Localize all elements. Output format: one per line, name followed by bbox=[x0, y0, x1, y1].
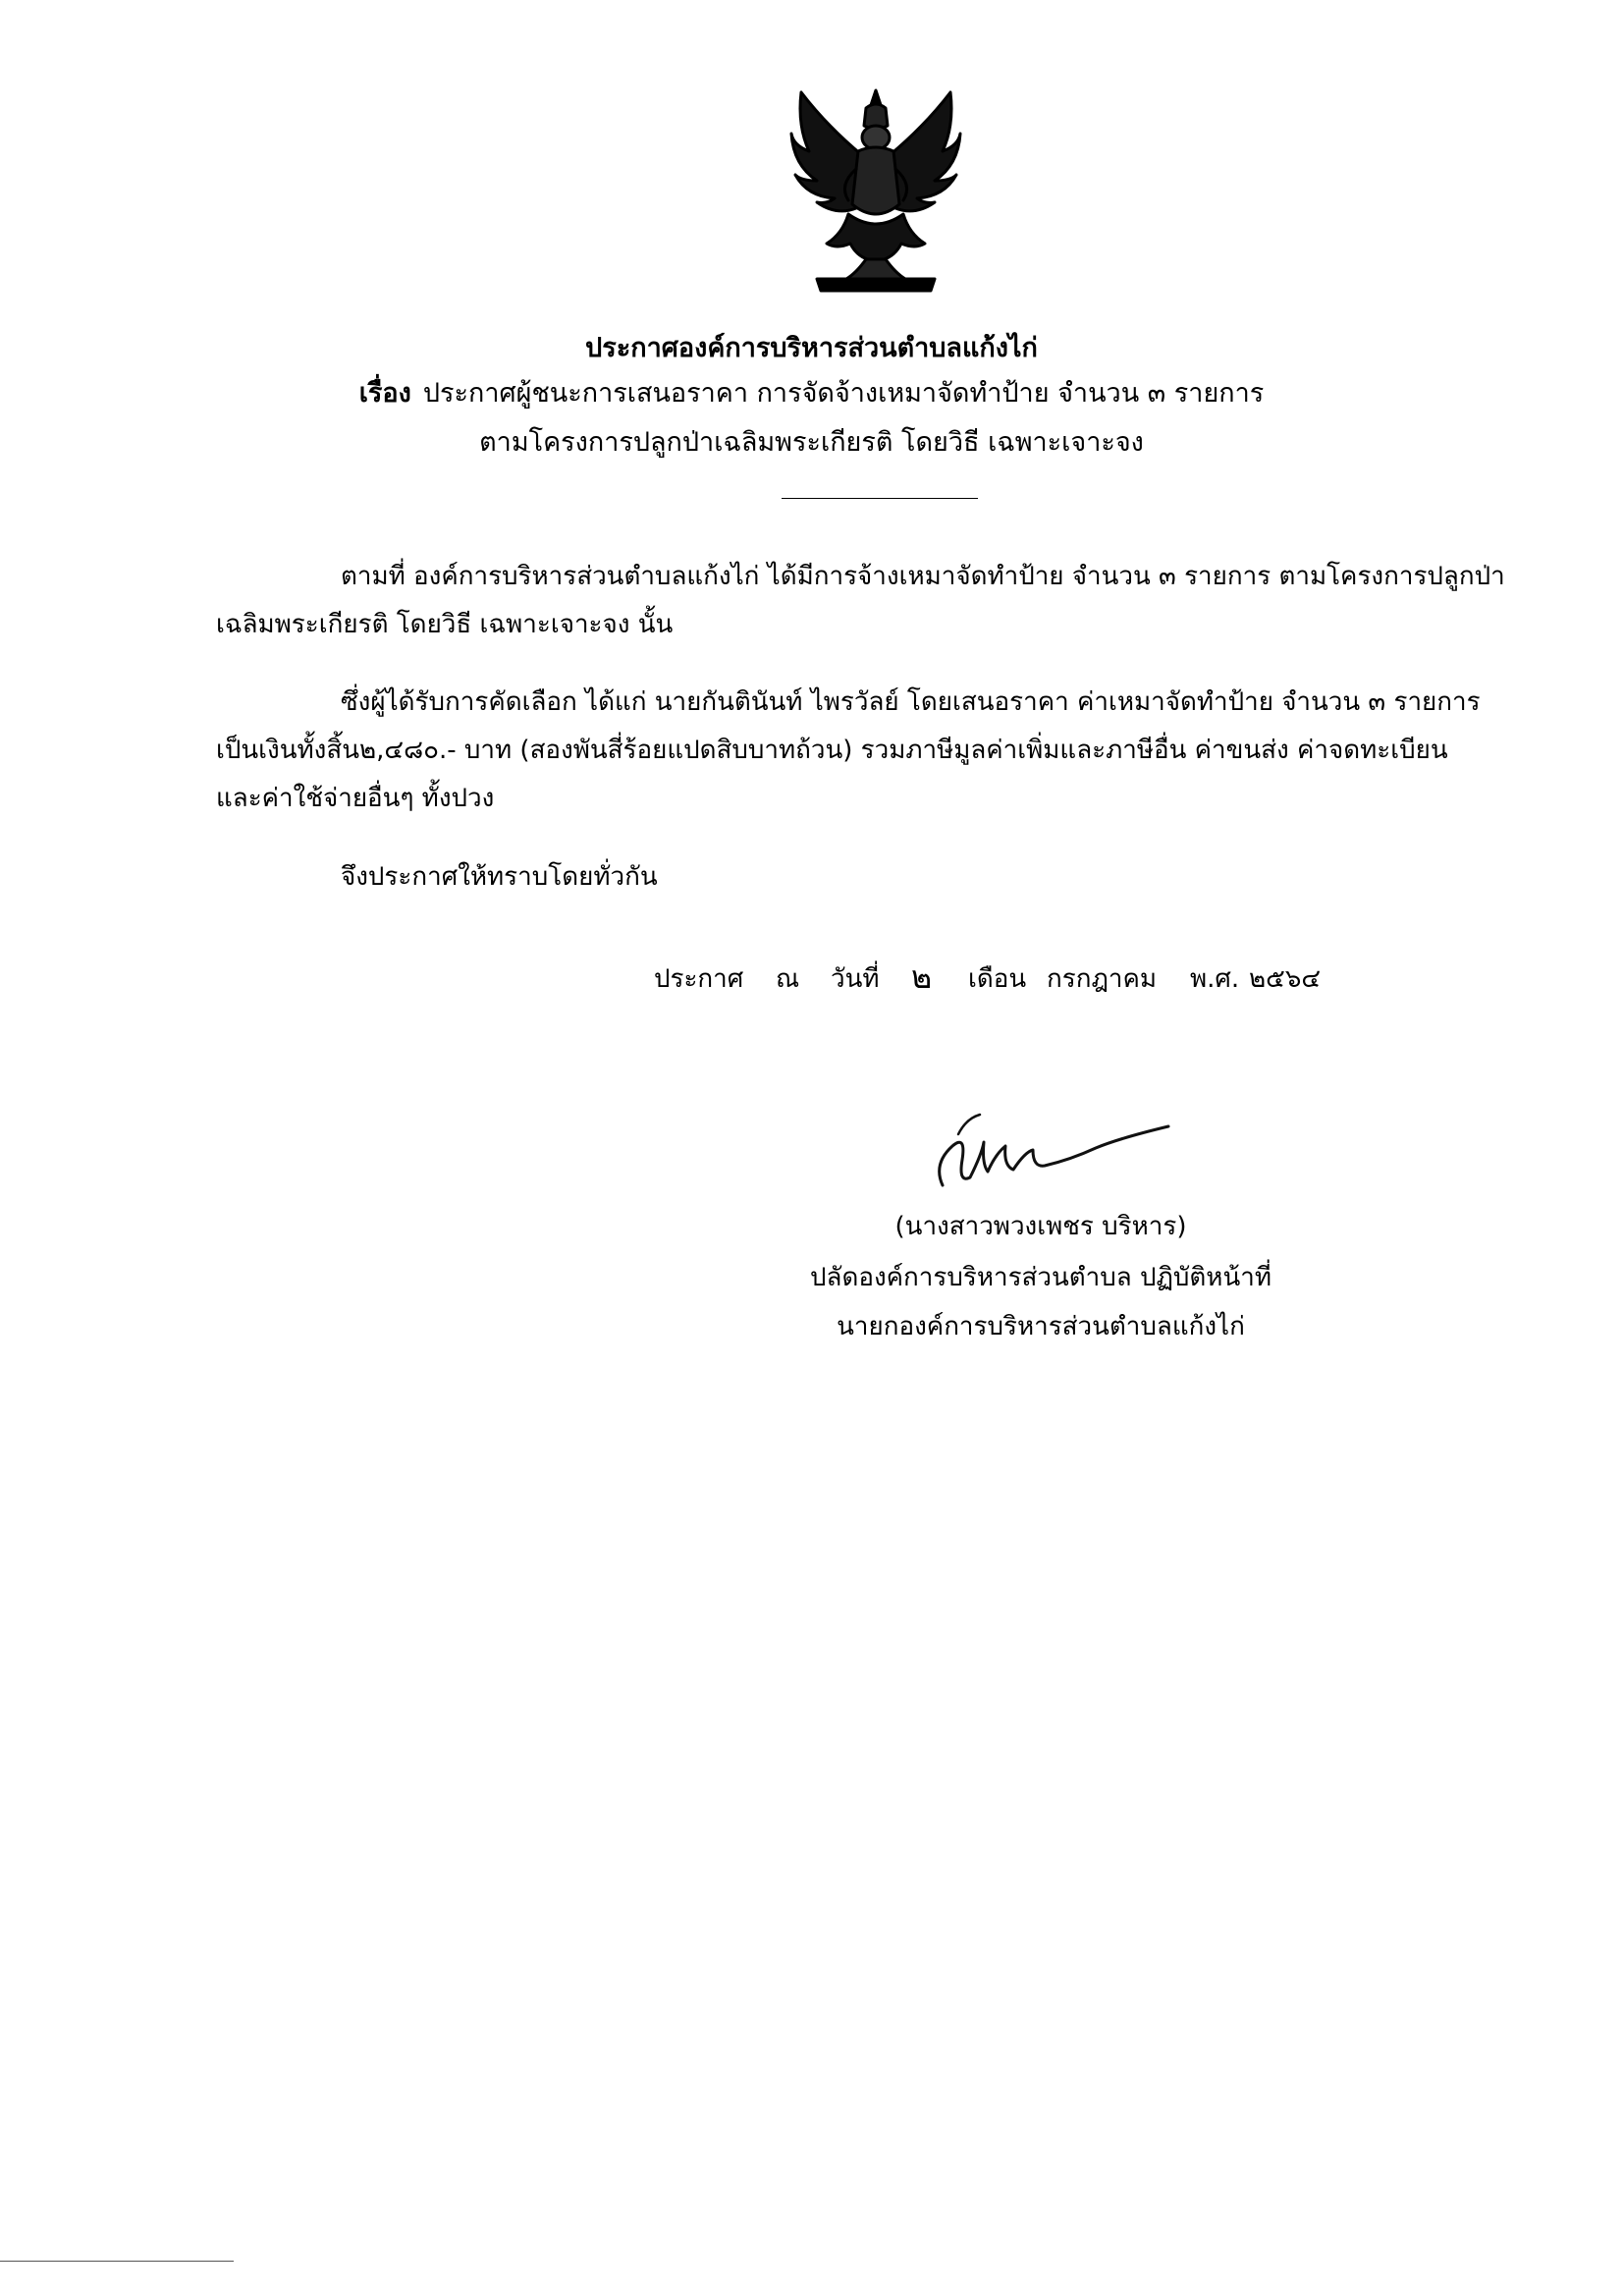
paragraph-1-line-1: ตามที่ องค์การบริหารส่วนตำบลแก้งไก่ ได้มีการจ้างเหมาจัดทำป้าย จำนวน ๓ รายการ ตามโครงการปลูกป่า bbox=[341, 562, 1505, 591]
date-year-value: ๒๕๖๔ bbox=[1249, 964, 1321, 994]
date-month-value: กรกฎาคม bbox=[1047, 964, 1158, 994]
header-separator bbox=[782, 498, 978, 499]
date-day-value: ๒ bbox=[911, 958, 933, 996]
date-month-label: เดือน bbox=[968, 964, 1027, 994]
subject-line bbox=[0, 371, 1623, 413]
date-year-label: พ.ศ. bbox=[1190, 964, 1240, 994]
paragraph-2-line-3: และค่าใช้จ่ายอื่นๆ ทั้งปวง bbox=[216, 784, 495, 813]
signatory-position-2: นายกองค์การบริหารส่วนตำบลแก้งไก่ bbox=[837, 1312, 1245, 1341]
signatory-position-1: ปลัดองค์การบริหารส่วนตำบล ปฏิบัติหน้าที่ bbox=[810, 1263, 1271, 1292]
subject-label: เรื่อง bbox=[358, 378, 411, 409]
date-at: ณ bbox=[776, 964, 800, 994]
handwritten-signature bbox=[923, 1095, 1178, 1203]
date-prefix: ประกาศ bbox=[654, 964, 744, 994]
subject-line-2: ตามโครงการปลูกป่าเฉลิมพระเกียรติ โดยวิธี เฉพาะเจาะจง bbox=[479, 427, 1144, 458]
paragraph-1-line-2: เฉลิมพระเกียรติ โดยวิธี เฉพาะเจาะจง นั้น bbox=[216, 610, 674, 639]
subject-text: ประกาศผู้ชนะการเสนอราคา การจัดจ้างเหมาจัดทำป้าย จำนวน ๓ รายการ bbox=[422, 378, 1265, 409]
paragraph-2-line-1: ซึ่งผู้ได้รับการคัดเลือก ได้แก่ นายกันตินันท์ ไพรวัลย์ โดยเสนอราคา ค่าเหมาจัดทำป้าย จำนวน ๓ รายการ bbox=[341, 687, 1481, 717]
paragraph-2-line-2: เป็นเงินทั้งสิ้น๒,๔๘๐.- บาท (สองพันสี่ร้อยแปดสิบบาทถ้วน) รวมภาษีมูลค่าเพิ่มและภาษีอื่น ค่าขนส่ง ค่าจดทะเบียน bbox=[216, 736, 1448, 765]
page-edge-line bbox=[0, 2261, 234, 2262]
announcement-title: ประกาศองค์การบริหารส่วนตำบลแก้งไก่ bbox=[585, 333, 1038, 363]
signatory-name: (นางสาวพวงเพชร บริหาร) bbox=[894, 1212, 1187, 1241]
closing-statement: จึงประกาศให้ทราบโดยทั่วกัน bbox=[341, 862, 658, 892]
date-day-label: วันที่ bbox=[831, 964, 880, 994]
garuda-emblem-icon bbox=[787, 86, 964, 297]
